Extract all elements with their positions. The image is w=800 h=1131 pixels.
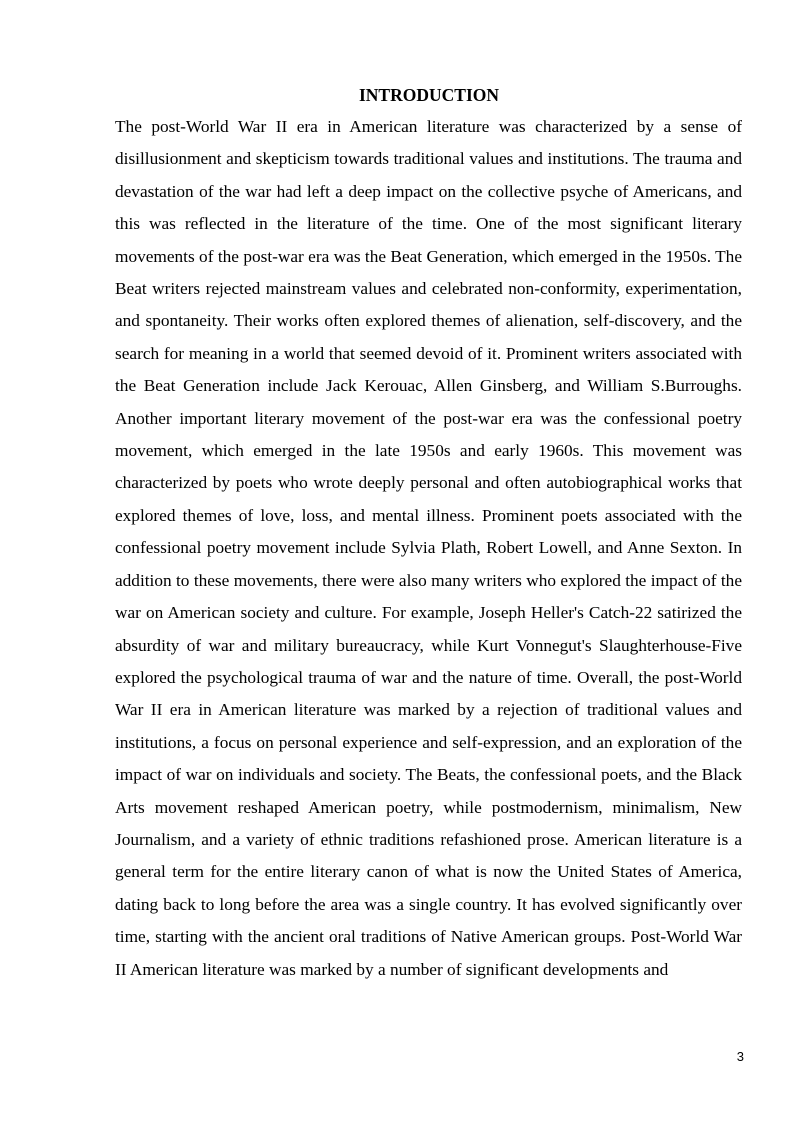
body-paragraph: The post-World War II era in American literature was characterized by a sense of disillusionment and skepticism towards traditional values and institutions. The trauma and devastation of the war had left a deep impact on the collective psyche of Americans, and this was reflected in the literature of the time. One of the most significant literary movements of the post-war era was the Beat Generation, which emerged in the 1950s. The Beat writers rejected mainstream values and celebrated non-conformity, experimentation, and spontaneity. Their works often explored themes of alienation, self-discovery, and the search for meaning in a world that seemed devoid of it. Prominent writers associated with the Beat Generation include Jack Kerouac, Allen Ginsberg, and William S.Burroughs. Another important literary movement of the post-war era was the confessional poetry movement, which emerged in the late 1950s and early 1960s. This movement was characterized by poets who wrote deeply personal and often autobiographical works that explored themes of love, loss, and mental illness. Prominent poets associated with the confessional poetry movement include Sylvia Plath, Robert Lowell, and Anne Sexton. In addition to these movements, there were also many writers who explored the impact of the war on American society and culture. For example, Joseph Heller's Catch-22 satirized the absurdity of war and military bureaucracy, while Kurt Vonnegut's Slaughterhouse-Five explored the psychological trauma of war and the nature of time. Overall, the post-World War II era in American literature was marked by a rejection of traditional values and institutions, a focus on personal experience and self-expression, and an exploration of the impact of war on individuals and society. The Beats, the confessional poets, and the Black Arts movement reshaped American poetry, while postmodernism, minimalism, New Journalism, and a variety of ethnic traditions refashioned prose. American literature is a general term for the entire literary canon of what is now the United States of America, dating back to long before the area was a single country. It has evolved significantly over time, starting with the ancient oral traditions of Native American groups. Post-World War II American literature was marked by a number of significant developments and	[115, 117, 742, 979]
section-heading: INTRODUCTION	[358, 85, 500, 105]
page-number: 3	[736, 1049, 744, 1064]
